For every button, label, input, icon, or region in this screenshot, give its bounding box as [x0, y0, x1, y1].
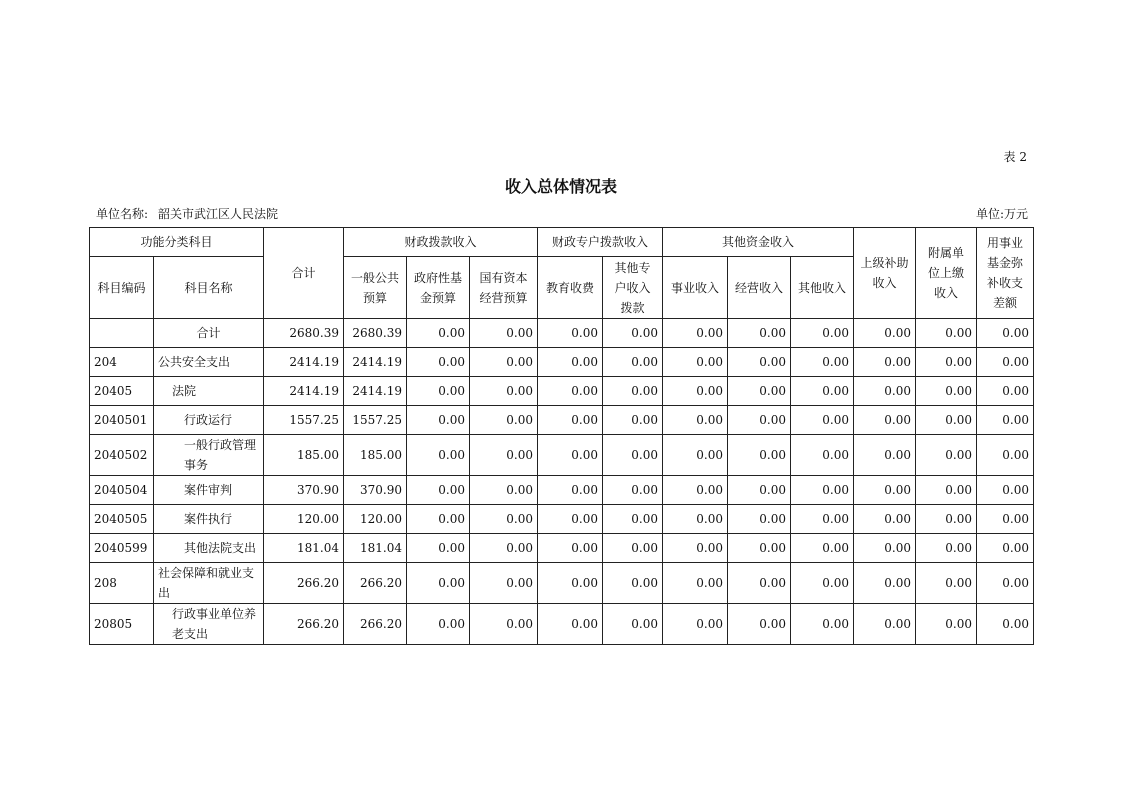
cell-value: 0.00: [470, 505, 538, 534]
table-row: [90, 563, 1034, 604]
cell-name: 一般行政管理事务: [154, 435, 264, 476]
cell-value: 0.00: [728, 319, 791, 348]
cell-value: 0.00: [977, 406, 1034, 435]
cell-value: 0.00: [470, 348, 538, 377]
cell-value: 0.00: [538, 476, 603, 505]
cell-value: 0.00: [791, 534, 854, 563]
table-row: [90, 435, 1034, 476]
cell-value: 0.00: [854, 505, 916, 534]
table-row: [90, 505, 1034, 534]
cell-name: 公共安全支出: [154, 348, 264, 377]
cell-code: 2040504: [90, 476, 154, 505]
unit-name-label: 单位名称:: [96, 207, 149, 221]
header-line: 国有资本: [479, 270, 528, 285]
cell-value: 0.00: [728, 476, 791, 505]
header-line: 预算: [362, 290, 387, 305]
cell-value: 0.00: [603, 406, 663, 435]
cell-value: 0.00: [663, 534, 728, 563]
cell-value: 0.00: [854, 348, 916, 377]
cell-value: 0.00: [791, 505, 854, 534]
header-line: 收入: [933, 286, 958, 300]
cell-value: 0.00: [916, 377, 977, 406]
header-superior-subsidy: [854, 228, 916, 319]
cell-value: 0.00: [916, 604, 977, 645]
header-line: 其他专: [614, 260, 651, 275]
header-total: 合计: [264, 228, 344, 319]
cell-value: 0.00: [854, 604, 916, 645]
cell-value: 0.00: [538, 534, 603, 563]
cell-name: 行政事业单位养老支出: [154, 604, 264, 645]
cell-value: 0.00: [916, 505, 977, 534]
cell-value: 0.00: [603, 563, 663, 604]
header-line: 位上缴: [927, 266, 964, 280]
header-line: 附属单: [927, 246, 964, 260]
cell-name: 案件执行: [154, 505, 264, 534]
header-line: 收入: [872, 276, 897, 290]
cell-value: 0.00: [538, 377, 603, 406]
cell-code: 2040502: [90, 435, 154, 476]
header-line: 一般公共: [350, 270, 399, 285]
header-education-fee: 教育收费: [538, 257, 603, 319]
cell-code: 2040501: [90, 406, 154, 435]
cell-value: 0.00: [663, 563, 728, 604]
header-line: 拨款: [620, 300, 645, 315]
cell-value: 0.00: [977, 348, 1034, 377]
cell-value: 0.00: [916, 534, 977, 563]
cell-value: 0.00: [407, 476, 470, 505]
header-line: 上级补助: [860, 256, 909, 270]
cell-code: 2040599: [90, 534, 154, 563]
cell-value: 0.00: [603, 604, 663, 645]
cell-code: [90, 319, 154, 348]
table-row: [90, 534, 1034, 563]
cell-value: 0.00: [728, 348, 791, 377]
cell-value: 0.00: [916, 435, 977, 476]
cell-value: 0.00: [603, 435, 663, 476]
cell-value: 0.00: [854, 319, 916, 348]
cell-code: 20805: [90, 604, 154, 645]
header-other-special: [603, 257, 663, 319]
header-line: 差额: [992, 296, 1017, 310]
cell-total: 185.00: [264, 435, 344, 476]
cell-value: 0.00: [603, 377, 663, 406]
cell-value: 0.00: [663, 476, 728, 505]
cell-value: 0.00: [470, 563, 538, 604]
cell-value: 0.00: [663, 348, 728, 377]
cell-value: 0.00: [791, 348, 854, 377]
cell-value: 0.00: [854, 563, 916, 604]
cell-value: 0.00: [977, 319, 1034, 348]
cell-value: 1557.25: [344, 406, 407, 435]
cell-value: 0.00: [854, 534, 916, 563]
cell-value: 0.00: [470, 435, 538, 476]
cell-total: 266.20: [264, 604, 344, 645]
cell-value: 266.20: [344, 604, 407, 645]
unit-measure: 单位:万元: [975, 207, 1028, 221]
cell-value: 0.00: [407, 505, 470, 534]
cell-value: 0.00: [854, 377, 916, 406]
cell-name: 合计: [154, 319, 264, 348]
cell-value: 2414.19: [344, 377, 407, 406]
cell-value: 0.00: [791, 377, 854, 406]
cell-value: 0.00: [663, 604, 728, 645]
header-line: 补收支: [986, 276, 1023, 290]
cell-value: 0.00: [916, 406, 977, 435]
header-line: 经营预算: [479, 290, 528, 305]
cell-total: 1557.25: [264, 406, 344, 435]
cell-value: 0.00: [916, 348, 977, 377]
cell-value: 0.00: [663, 435, 728, 476]
cell-value: 266.20: [344, 563, 407, 604]
cell-value: 0.00: [977, 505, 1034, 534]
cell-value: 0.00: [791, 563, 854, 604]
unit-name-block: [96, 205, 278, 222]
cell-total: 181.04: [264, 534, 344, 563]
cell-value: 0.00: [538, 348, 603, 377]
cell-value: 0.00: [854, 406, 916, 435]
cell-value: 0.00: [603, 319, 663, 348]
cell-value: 0.00: [977, 476, 1034, 505]
cell-value: 0.00: [854, 435, 916, 476]
cell-value: 0.00: [728, 505, 791, 534]
table-row: [90, 319, 1034, 348]
cell-value: 0.00: [791, 435, 854, 476]
header-func-class: 功能分类科目: [90, 228, 264, 257]
cell-value: 0.00: [407, 435, 470, 476]
header-state-capital: [470, 257, 538, 319]
cell-code: 208: [90, 563, 154, 604]
unit-name-value: 韶关市武江区人民法院: [158, 207, 279, 221]
cell-value: 0.00: [407, 406, 470, 435]
table-row: [90, 604, 1034, 645]
cell-code: 204: [90, 348, 154, 377]
header-name: 科目名称: [154, 257, 264, 319]
header-row-1: [90, 228, 1034, 257]
cell-value: 0.00: [728, 563, 791, 604]
cell-value: 0.00: [538, 435, 603, 476]
cell-name: 案件审判: [154, 476, 264, 505]
header-gov-fund: [407, 257, 470, 319]
table-row: [90, 377, 1034, 406]
cell-value: 0.00: [538, 319, 603, 348]
header-general-public: [344, 257, 407, 319]
cell-value: 0.00: [470, 604, 538, 645]
cell-value: 0.00: [663, 406, 728, 435]
cell-value: 0.00: [791, 604, 854, 645]
cell-name: 社会保障和就业支出: [154, 563, 264, 604]
cell-total: 266.20: [264, 563, 344, 604]
cell-value: 0.00: [663, 377, 728, 406]
income-table: [89, 227, 1034, 645]
cell-value: 0.00: [603, 505, 663, 534]
cell-value: 0.00: [854, 476, 916, 505]
cell-value: 0.00: [916, 563, 977, 604]
cell-total: 2414.19: [264, 377, 344, 406]
cell-value: 0.00: [407, 377, 470, 406]
cell-value: 0.00: [728, 534, 791, 563]
cell-value: 0.00: [603, 476, 663, 505]
header-line: 用事业: [986, 236, 1023, 250]
cell-value: 0.00: [916, 476, 977, 505]
cell-value: 2680.39: [344, 319, 407, 348]
cell-value: 370.90: [344, 476, 407, 505]
cell-name: 法院: [154, 377, 264, 406]
cell-value: 0.00: [470, 476, 538, 505]
cell-value: 0.00: [470, 377, 538, 406]
cell-value: 0.00: [407, 348, 470, 377]
cell-value: 0.00: [791, 319, 854, 348]
header-business-income: 事业收入: [663, 257, 728, 319]
cell-value: 181.04: [344, 534, 407, 563]
header-operating-income: 经营收入: [728, 257, 791, 319]
cell-value: 0.00: [407, 534, 470, 563]
cell-value: 0.00: [977, 604, 1034, 645]
cell-total: 2680.39: [264, 319, 344, 348]
cell-value: 0.00: [407, 319, 470, 348]
table-row: [90, 348, 1034, 377]
cell-value: 185.00: [344, 435, 407, 476]
cell-total: 120.00: [264, 505, 344, 534]
header-code: 科目编码: [90, 257, 154, 319]
header-fiscal-special: 财政专户拨款收入: [538, 228, 663, 257]
cell-value: 0.00: [663, 319, 728, 348]
header-other-income: 其他收入: [791, 257, 854, 319]
cell-value: 0.00: [470, 406, 538, 435]
header-line: 户收入: [614, 280, 651, 295]
cell-value: 0.00: [407, 563, 470, 604]
cell-value: 0.00: [791, 406, 854, 435]
cell-value: 0.00: [407, 604, 470, 645]
cell-code: 2040505: [90, 505, 154, 534]
cell-value: 0.00: [538, 406, 603, 435]
cell-value: 0.00: [538, 604, 603, 645]
cell-value: 0.00: [603, 348, 663, 377]
cell-value: 120.00: [344, 505, 407, 534]
header-fiscal: 财政拨款收入: [344, 228, 538, 257]
cell-value: 0.00: [728, 435, 791, 476]
header-other-funds: 其他资金收入: [663, 228, 854, 257]
cell-value: 0.00: [916, 319, 977, 348]
table-row: [90, 476, 1034, 505]
cell-value: 0.00: [977, 377, 1034, 406]
cell-value: 0.00: [977, 534, 1034, 563]
cell-value: 2414.19: [344, 348, 407, 377]
cell-value: 0.00: [603, 534, 663, 563]
cell-total: 370.90: [264, 476, 344, 505]
header-line: 金预算: [419, 290, 456, 305]
cell-value: 0.00: [791, 476, 854, 505]
cell-total: 2414.19: [264, 348, 344, 377]
cell-value: 0.00: [728, 406, 791, 435]
cell-value: 0.00: [728, 604, 791, 645]
header-line: 政府性基: [413, 270, 462, 285]
cell-value: 0.00: [470, 319, 538, 348]
cell-value: 0.00: [538, 505, 603, 534]
cell-name: 其他法院支出: [154, 534, 264, 563]
cell-value: 0.00: [470, 534, 538, 563]
cell-value: 0.00: [977, 563, 1034, 604]
header-fund-make-up: [977, 228, 1034, 319]
page-title: 收入总体情况表: [504, 177, 617, 196]
table-row: [90, 406, 1034, 435]
table-number: 表 2: [1003, 150, 1027, 164]
cell-value: 0.00: [977, 435, 1034, 476]
cell-name: 行政运行: [154, 406, 264, 435]
cell-code: 20405: [90, 377, 154, 406]
table-body: [90, 319, 1034, 645]
cell-value: 0.00: [538, 563, 603, 604]
cell-value: 0.00: [728, 377, 791, 406]
header-affiliated: [916, 228, 977, 319]
header-line: 基金弥: [986, 256, 1023, 270]
cell-value: 0.00: [663, 505, 728, 534]
